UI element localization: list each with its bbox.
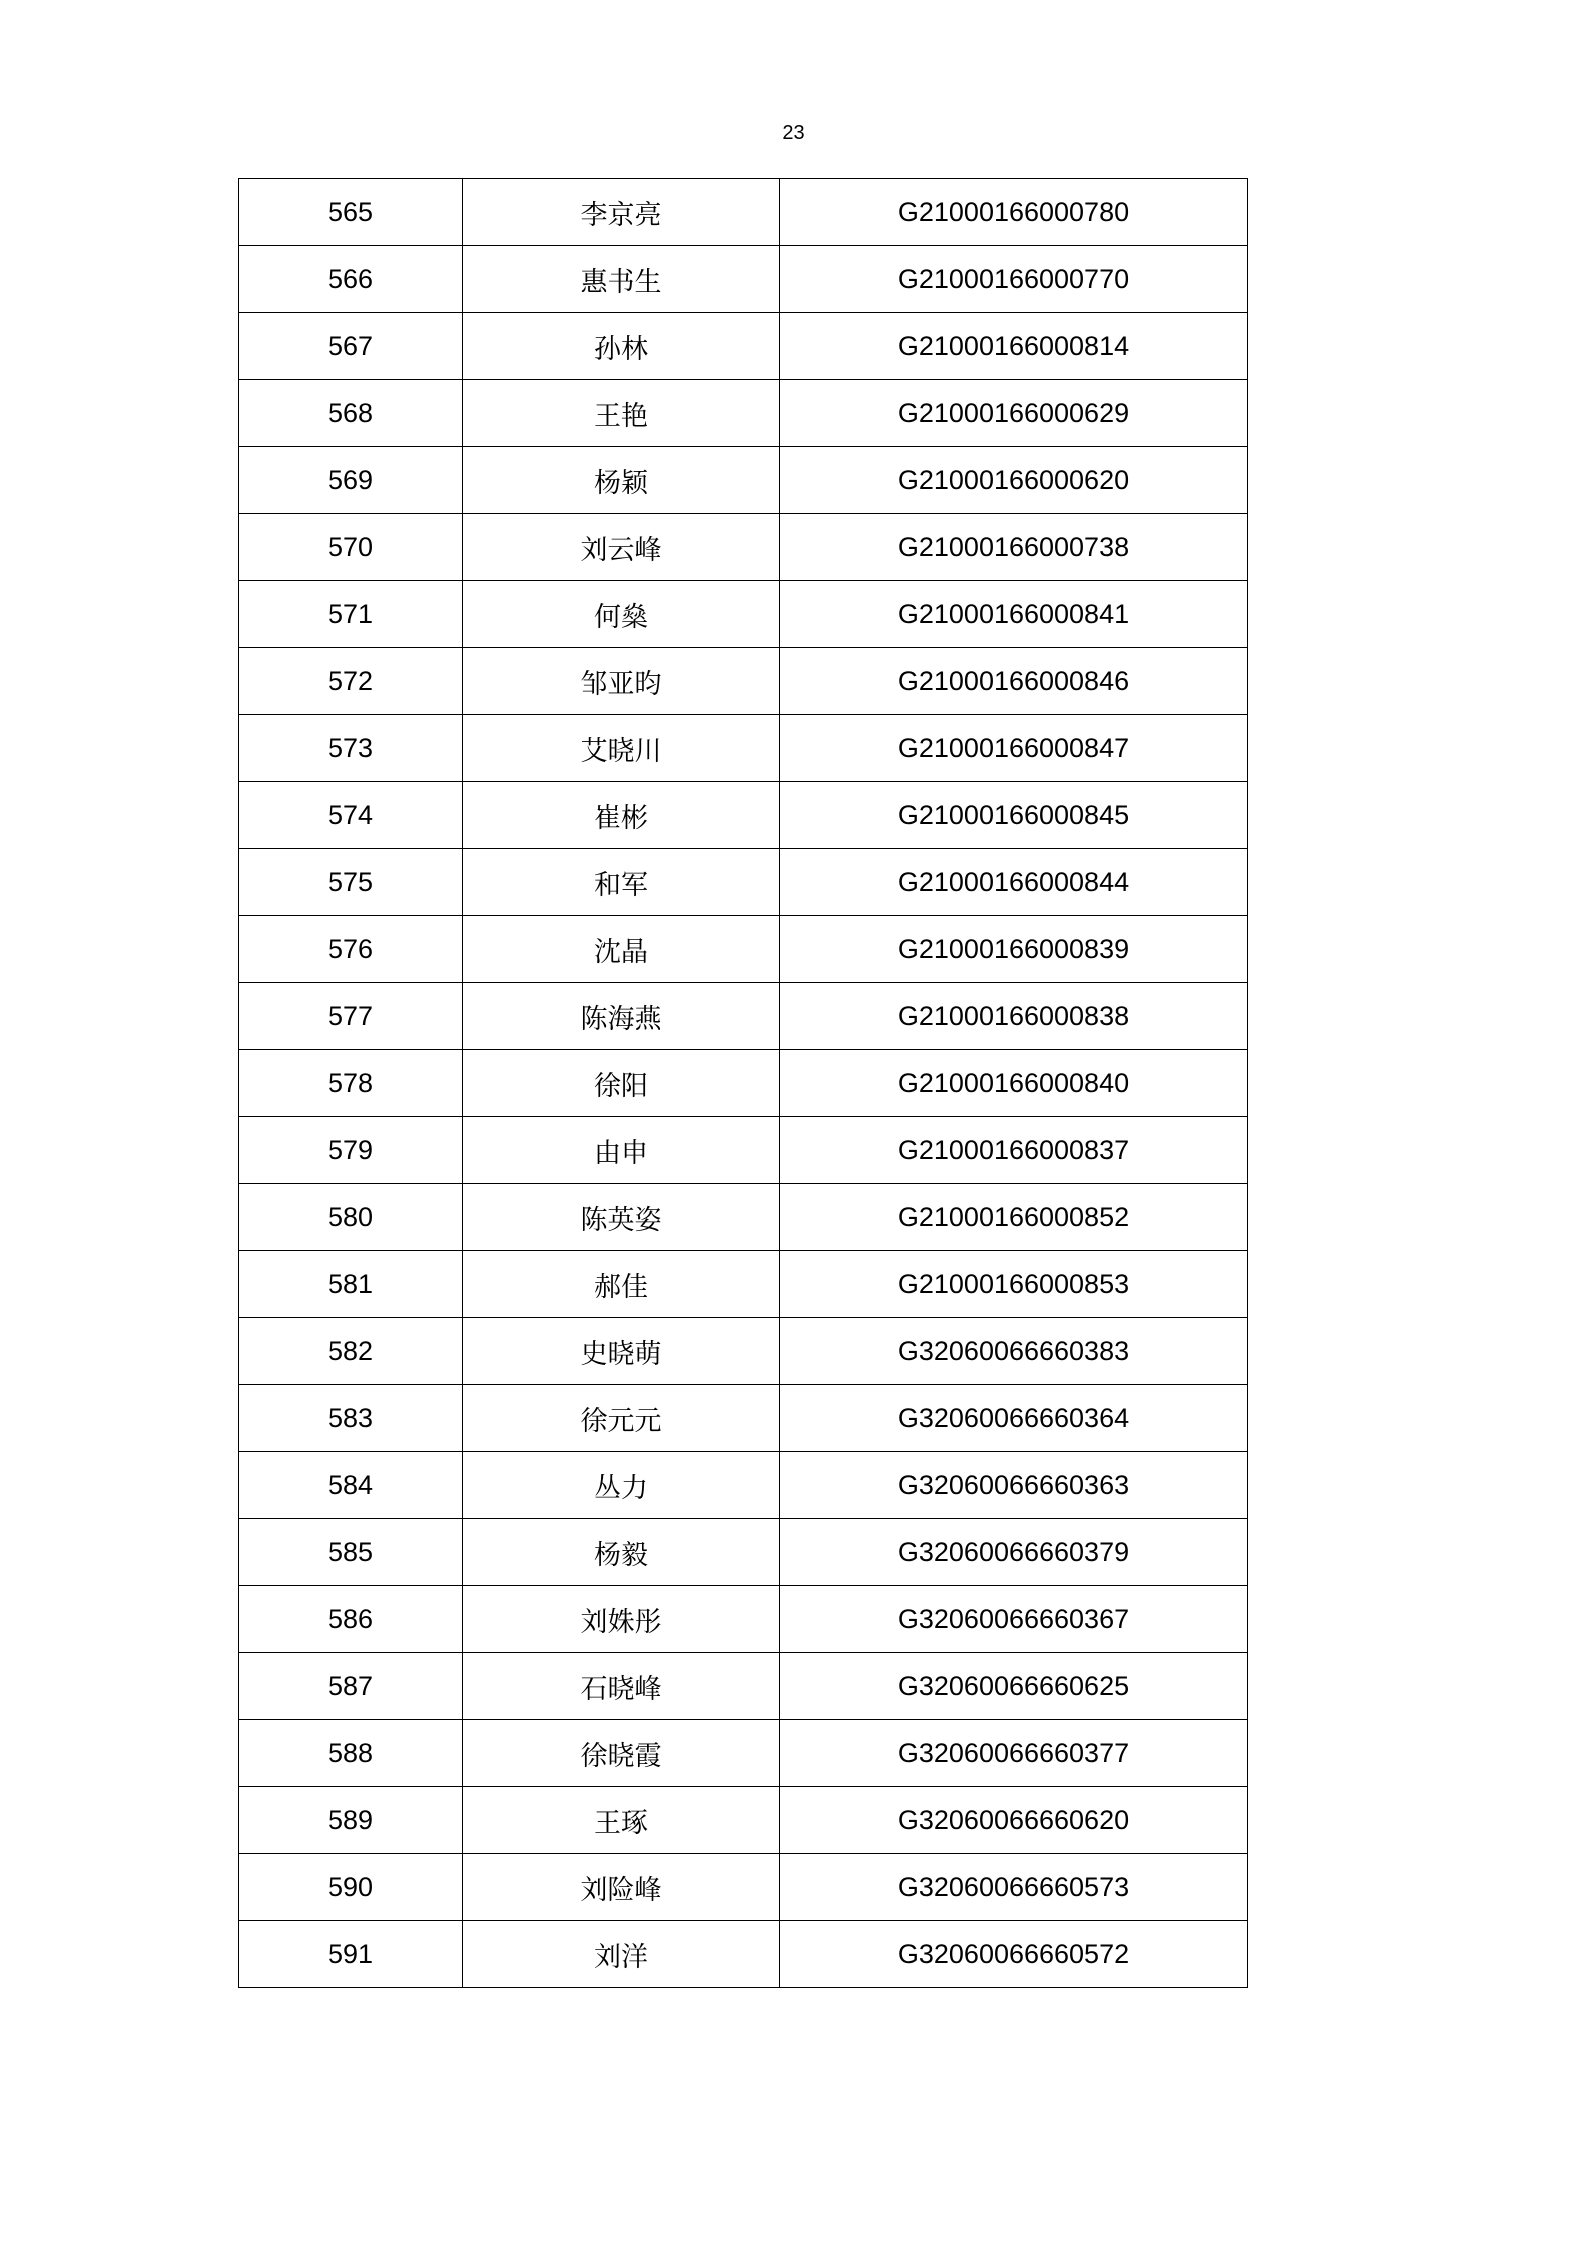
- table-row: [239, 648, 1248, 715]
- row-number: 568: [239, 380, 463, 447]
- person-name: 陈英姿: [463, 1184, 780, 1251]
- row-number: 573: [239, 715, 463, 782]
- certificate-code: G21000166000780: [780, 179, 1248, 246]
- table-row: [239, 983, 1248, 1050]
- table-row: [239, 715, 1248, 782]
- row-number: 572: [239, 648, 463, 715]
- table-row: [239, 514, 1248, 581]
- person-name: 郝佳: [463, 1251, 780, 1318]
- table-row: [239, 246, 1248, 313]
- row-number: 567: [239, 313, 463, 380]
- certificate-code: G32060066660377: [780, 1720, 1248, 1787]
- person-name: 刘姝彤: [463, 1586, 780, 1653]
- row-number: 587: [239, 1653, 463, 1720]
- person-name: 刘洋: [463, 1921, 780, 1988]
- table-row: [239, 849, 1248, 916]
- certificate-code: G32060066660573: [780, 1854, 1248, 1921]
- person-name: 孙林: [463, 313, 780, 380]
- table-row: [239, 1184, 1248, 1251]
- row-number: 570: [239, 514, 463, 581]
- certificate-code: G32060066660620: [780, 1787, 1248, 1854]
- person-name: 李京亮: [463, 179, 780, 246]
- table-row: [239, 1921, 1248, 1988]
- person-name: 王艳: [463, 380, 780, 447]
- certificate-code: G32060066660363: [780, 1452, 1248, 1519]
- page-number: 23: [782, 122, 805, 144]
- certificate-code: G21000166000846: [780, 648, 1248, 715]
- row-number: 565: [239, 179, 463, 246]
- row-number: 571: [239, 581, 463, 648]
- table-row: [239, 1586, 1248, 1653]
- certificate-code: G21000166000814: [780, 313, 1248, 380]
- certificate-code: G32060066660625: [780, 1653, 1248, 1720]
- table-row: [239, 1519, 1248, 1586]
- certificate-code: G21000166000853: [780, 1251, 1248, 1318]
- person-name: 徐元元: [463, 1385, 780, 1452]
- row-number: 574: [239, 782, 463, 849]
- person-name: 崔彬: [463, 782, 780, 849]
- table-row: [239, 1251, 1248, 1318]
- certificate-code: G21000166000837: [780, 1117, 1248, 1184]
- table-row: [239, 447, 1248, 514]
- roster-table: [238, 178, 1248, 1988]
- table-row: [239, 1787, 1248, 1854]
- person-name: 史晓萌: [463, 1318, 780, 1385]
- row-number: 566: [239, 246, 463, 313]
- certificate-code: G21000166000845: [780, 782, 1248, 849]
- person-name: 杨毅: [463, 1519, 780, 1586]
- certificate-code: G32060066660367: [780, 1586, 1248, 1653]
- person-name: 沈晶: [463, 916, 780, 983]
- row-number: 586: [239, 1586, 463, 1653]
- certificate-code: G21000166000838: [780, 983, 1248, 1050]
- person-name: 徐晓霞: [463, 1720, 780, 1787]
- row-number: 580: [239, 1184, 463, 1251]
- person-name: 王琢: [463, 1787, 780, 1854]
- table-row: [239, 380, 1248, 447]
- certificate-code: G21000166000844: [780, 849, 1248, 916]
- table-row: [239, 313, 1248, 380]
- row-number: 577: [239, 983, 463, 1050]
- table-row: [239, 1385, 1248, 1452]
- table-row: [239, 1050, 1248, 1117]
- row-number: 584: [239, 1452, 463, 1519]
- row-number: 591: [239, 1921, 463, 1988]
- certificate-code: G21000166000841: [780, 581, 1248, 648]
- table-row: [239, 581, 1248, 648]
- person-name: 徐阳: [463, 1050, 780, 1117]
- person-name: 惠书生: [463, 246, 780, 313]
- certificate-code: G21000166000840: [780, 1050, 1248, 1117]
- row-number: 582: [239, 1318, 463, 1385]
- person-name: 和军: [463, 849, 780, 916]
- certificate-code: G21000166000770: [780, 246, 1248, 313]
- person-name: 由申: [463, 1117, 780, 1184]
- person-name: 邹亚昀: [463, 648, 780, 715]
- person-name: 石晓峰: [463, 1653, 780, 1720]
- person-name: 何燊: [463, 581, 780, 648]
- table-row: [239, 1117, 1248, 1184]
- certificate-code: G32060066660572: [780, 1921, 1248, 1988]
- table-row: [239, 1720, 1248, 1787]
- row-number: 583: [239, 1385, 463, 1452]
- row-number: 576: [239, 916, 463, 983]
- row-number: 579: [239, 1117, 463, 1184]
- certificate-code: G21000166000839: [780, 916, 1248, 983]
- row-number: 588: [239, 1720, 463, 1787]
- table-row: [239, 1318, 1248, 1385]
- row-number: 575: [239, 849, 463, 916]
- person-name: 刘险峰: [463, 1854, 780, 1921]
- person-name: 丛力: [463, 1452, 780, 1519]
- table-row: [239, 1854, 1248, 1921]
- row-number: 585: [239, 1519, 463, 1586]
- table-row: [239, 179, 1248, 246]
- certificate-code: G21000166000629: [780, 380, 1248, 447]
- certificate-code: G21000166000852: [780, 1184, 1248, 1251]
- table-row: [239, 782, 1248, 849]
- certificate-code: G32060066660364: [780, 1385, 1248, 1452]
- person-name: 杨颖: [463, 447, 780, 514]
- row-number: 590: [239, 1854, 463, 1921]
- certificate-code: G32060066660383: [780, 1318, 1248, 1385]
- person-name: 艾晓川: [463, 715, 780, 782]
- table-row: [239, 1653, 1248, 1720]
- row-number: 578: [239, 1050, 463, 1117]
- row-number: 569: [239, 447, 463, 514]
- certificate-code: G32060066660379: [780, 1519, 1248, 1586]
- table-row: [239, 916, 1248, 983]
- certificate-code: G21000166000620: [780, 447, 1248, 514]
- row-number: 589: [239, 1787, 463, 1854]
- roster-table-body: [239, 179, 1248, 1988]
- certificate-code: G21000166000847: [780, 715, 1248, 782]
- person-name: 陈海燕: [463, 983, 780, 1050]
- person-name: 刘云峰: [463, 514, 780, 581]
- row-number: 581: [239, 1251, 463, 1318]
- table-row: [239, 1452, 1248, 1519]
- certificate-code: G21000166000738: [780, 514, 1248, 581]
